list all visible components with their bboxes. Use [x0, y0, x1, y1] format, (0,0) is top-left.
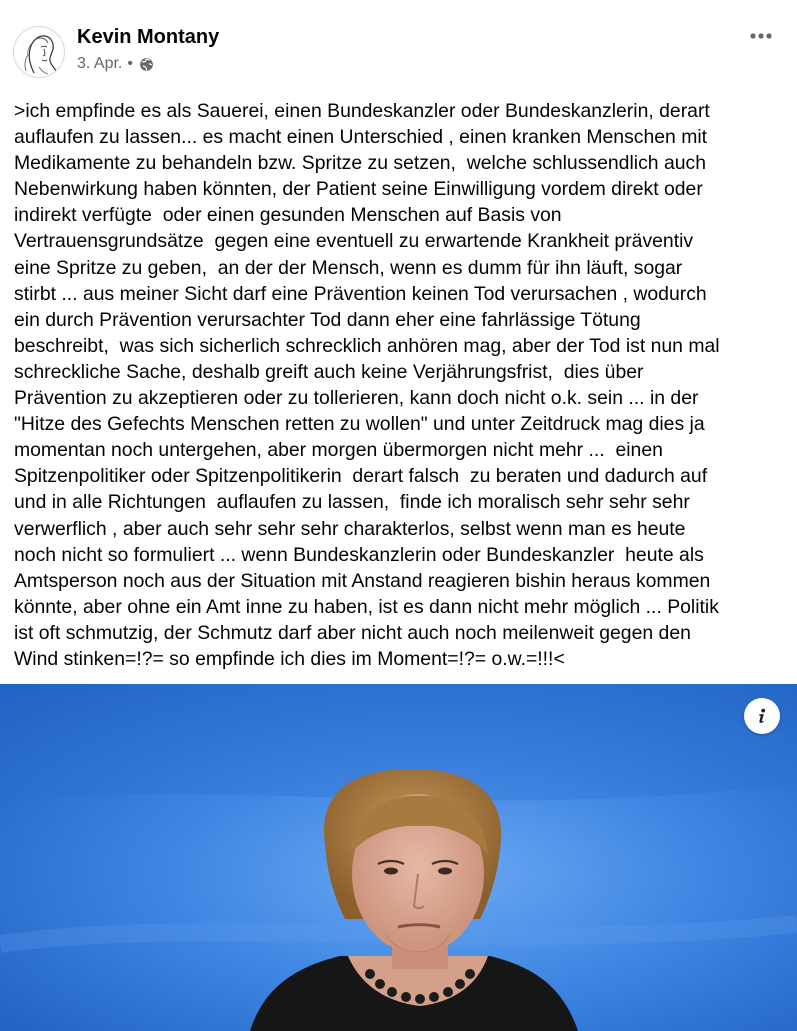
info-icon	[752, 706, 772, 726]
post-meta	[77, 53, 154, 75]
image-info-button[interactable]	[744, 698, 780, 734]
meta-separator: •	[127, 55, 133, 72]
avatar[interactable]	[13, 26, 65, 78]
avatar-sketch-icon	[14, 27, 65, 78]
portrait-photo	[0, 684, 797, 1031]
author-name[interactable]: Kevin Montany	[77, 26, 220, 48]
post-image[interactable]	[0, 684, 797, 1031]
post-header	[0, 0, 797, 92]
post-text: >ich empfinde es als Sauerei, einen Bundeskanzler oder Bundeskanzlerin, derart auflaufen zu lassen... es macht einen Unterschied , einen kranken Menschen mit Medikamente zu behandeln bzw. Spritze zu setzen, welche schlussendlich auch Nebenwirkung haben könnten, der Patient seine Einwilligung vordem direkt oder indirekt verfügte oder einen gesunden Menschen auf Basis von Vertrauensgrundsätze gegen eine eventuell zu erwartende Krankheit präventiv eine Spritze zu geben, an der der Mensch, wenn es dumm für ihn läuft, sogar stirbt ... aus meiner Sicht darf eine Prävention keinen Tod verursachen , wodurch ein durch Prävention verursachter Tod dann eher eine fahrlässige Tötung beschreibt, was sich sicherlich schrecklich anhören mag, aber der Tod ist nun mal schreckliche Sache, deshalb greift auch keine Verjährungsfrist, dies über Prävention zu akzeptieren oder zu tollerieren, kann doch nicht o.k. sein ... in der "Hitze des Gefechts Menschen retten zu wollen" und unter Zeitdruck mag dies ja momentan noch untergehen, aber morgen übermorgen nicht mehr ... einen Spitzenpolitiker oder Spitzenpolitikerin derart falsch zu beraten und dadurch auf und in alle Richtungen auflaufen zu lassen, finde ich moralisch sehr sehr sehr verwerflich , aber auch sehr sehr sehr charakterlos, selbst wenn man es heute noch nicht so formuliert ... wenn Bundeskanzlerin oder Bundeskanzler heute als Amtsperson noch aus der Situation mit Anstand reagieren bishin heraus kommen könnte, aber ohne ein Amt inne zu haben, ist es dann nicht mehr möglich ... Politik ist oft schmutzig, der Schmutz darf aber nicht auch noch meilenweit gegen den Wind stinken=!?= so empfinde ich dies im Moment=!?= o.w.=!!!<	[14, 100, 720, 670]
globe-icon[interactable]	[139, 57, 154, 72]
post-date[interactable]: 3. Apr.	[77, 55, 123, 72]
more-options-button[interactable]	[745, 24, 777, 48]
more-options-icon	[749, 32, 773, 40]
